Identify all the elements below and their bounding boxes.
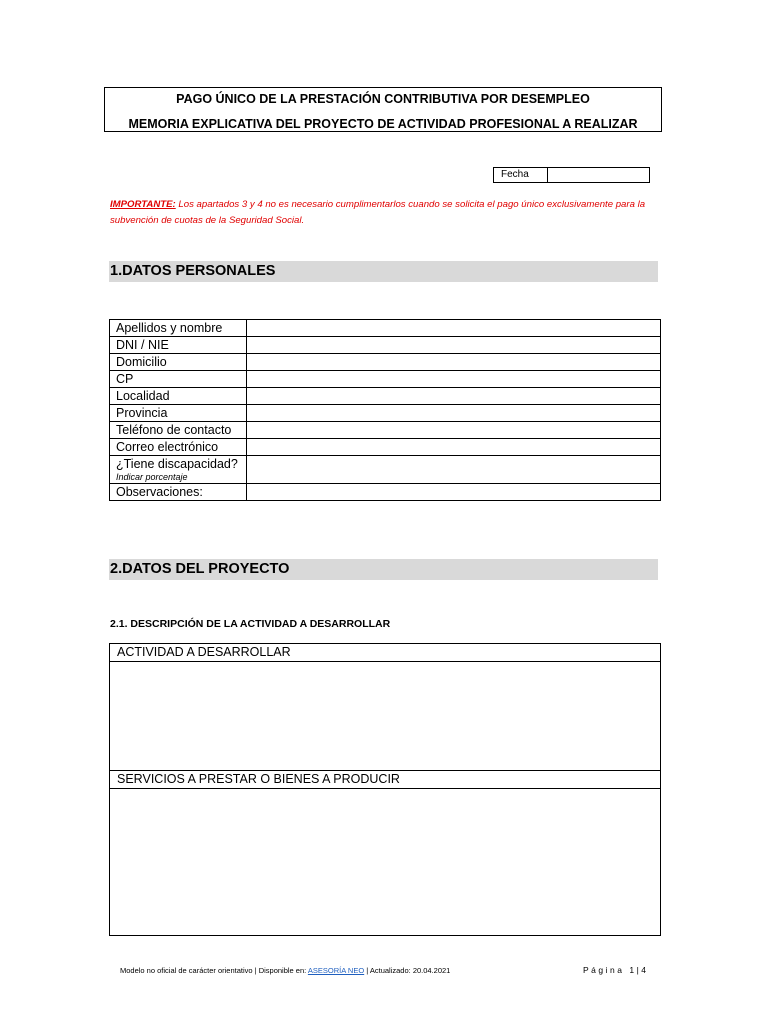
personal-row [110,388,661,405]
personal-row [110,371,661,388]
personal-row-input[interactable] [247,354,661,371]
personal-row-input[interactable] [247,371,661,388]
important-notice [110,197,670,229]
personal-row-label [110,337,247,354]
personal-row-label [110,439,247,456]
personal-row-input[interactable] [247,439,661,456]
row-label-text: Localidad [116,389,170,403]
document-title-box [104,87,662,132]
fecha-field[interactable] [493,167,650,183]
personal-row-label [110,456,247,484]
section-heading-personal: 1.DATOS PERSONALES [109,261,658,282]
personal-data-table [109,319,661,501]
personal-row-input[interactable] [247,320,661,337]
personal-row [110,320,661,337]
important-text: Los apartados 3 y 4 no es necesario cumplimentarlos cuando se solicita el pago único exclusivamente para la subvención de cuotas de la Seguridad Social. [110,199,646,226]
fecha-input[interactable] [548,168,649,182]
personal-row [110,354,661,371]
row-label-text: Teléfono de contacto [116,423,232,437]
footer-prefix: Modelo no oficial de carácter orientativo | Disponible en: [120,966,308,975]
row-sublabel-text: Indicar porcentaje [116,472,188,482]
personal-row [110,439,661,456]
document-title-line1: PAGO ÚNICO DE LA PRESTACIÓN CONTRIBUTIVA POR DESEMPLEO [176,92,590,106]
personal-row-label [110,388,247,405]
personal-row [110,484,661,501]
personal-row-input[interactable] [247,405,661,422]
personal-row-label [110,484,247,501]
row-label-text: CP [116,372,134,386]
footer-text [120,966,450,975]
row-label-text: DNI / NIE [116,338,169,352]
fecha-label: Fecha [494,168,548,182]
personal-row-input[interactable] [247,388,661,405]
personal-row-label [110,405,247,422]
page-number: Página 1|4 [583,965,649,975]
footer-link[interactable]: ASESORÍA NEO [307,966,365,975]
section-heading-project: 2.DATOS DEL PROYECTO [109,559,658,580]
activity-input[interactable] [110,662,660,771]
personal-row-label [110,422,247,439]
footer-suffix: | Actualizado: 20.04.2021 [364,966,451,975]
services-block [109,770,661,936]
row-label-text: Correo electrónico [116,440,219,454]
personal-row-input[interactable] [247,456,661,484]
row-label-text: Provincia [116,406,168,420]
personal-row-label [110,320,247,337]
personal-row [110,337,661,354]
personal-row-input[interactable] [247,422,661,439]
row-label-text: Domicilio [116,355,167,369]
document-title-line2: MEMORIA EXPLICATIVA DEL PROYECTO DE ACTIVIDAD PROFESIONAL A REALIZAR [128,117,638,131]
page-label: Página [583,965,625,975]
personal-row-label [110,354,247,371]
activity-block [109,643,661,771]
page-total: 4 [641,965,649,975]
services-input[interactable] [110,789,660,936]
activity-label: ACTIVIDAD A DESARROLLAR [110,644,660,662]
row-label-text: Apellidos y nombre [116,321,223,335]
services-label: SERVICIOS A PRESTAR O BIENES A PRODUCIR [110,771,660,789]
personal-row [110,456,661,484]
row-label-text: Observaciones: [116,485,203,499]
personal-row-label [110,371,247,388]
important-label: IMPORTANTE: [110,199,176,210]
personal-row [110,422,661,439]
page-current: 1 [629,965,637,975]
personal-row [110,405,661,422]
row-label-text: ¿Tiene discapacidad? [116,457,238,471]
personal-row-input[interactable] [247,337,661,354]
subsection-heading: 2.1. DESCRIPCIÓN DE LA ACTIVIDAD A DESARROLLAR [110,618,391,630]
personal-row-input[interactable] [247,484,661,501]
